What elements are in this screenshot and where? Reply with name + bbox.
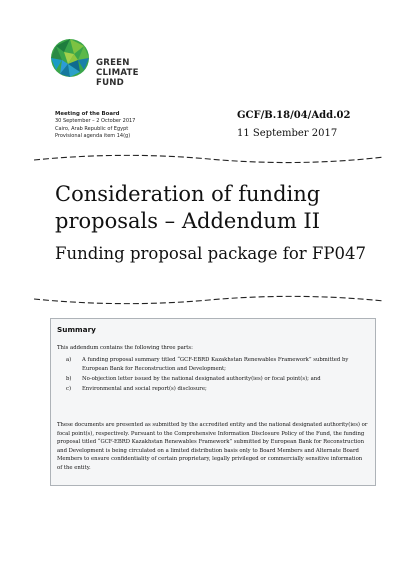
list-item-mark: b)	[66, 375, 72, 382]
document-symbol: GCF/B.18/04/Add.02	[237, 110, 351, 121]
logo-line-3: FUND	[96, 78, 124, 88]
list-item-text: Environmental and social report(s) disclosure;	[82, 385, 207, 392]
list-item	[57, 385, 369, 394]
meeting-heading: Meeting of the Board	[55, 111, 120, 117]
summary-intro: This addendum contains the following three parts:	[57, 345, 193, 351]
list-item	[57, 375, 369, 384]
list-item	[57, 356, 369, 373]
summary-heading: Summary	[57, 325, 96, 334]
meeting-dates: 30 September – 2 October 2017	[55, 118, 136, 125]
page-title: Consideration of funding proposals – Addendum II	[55, 182, 321, 233]
meeting-agenda: Provisional agenda item 14(g)	[55, 133, 131, 140]
logo-line-1: GREEN	[96, 58, 130, 68]
summary-box	[50, 318, 376, 486]
list-item-mark: a)	[66, 357, 72, 363]
logo-line-2: CLIMATE	[96, 68, 139, 78]
list-item-text: A funding proposal summary titled “GCF-EBRD Kazakhstan Renewables Framework” submitted by European Bank for Reconstruction and Development;	[82, 357, 349, 372]
summary-list	[57, 356, 369, 395]
wave-divider-top	[34, 152, 384, 166]
logo-wordmark	[96, 58, 139, 88]
list-item-mark: c)	[66, 385, 72, 392]
meeting-info	[55, 111, 135, 141]
page-subtitle: Funding proposal package for FP047	[55, 244, 366, 263]
summary-paragraph: These documents are presented as submitted by the accredited entity and the national designated authority(ies) or focal point(s), respectively. Pursuant to the Comprehensive Information Disclosure Policy of the Fund, the funding proposal titled “GCF-EBRD Kazakhstan Renewables Framework” submitted by European Bank for Reconstruction and Development is being circulated on a limited distribution basis only to Board Members and Alternate Board Members to ensure confidentiality of certain proprietary, legally privileged or commercially sensitive information of the entity.	[57, 422, 368, 471]
wave-divider-bottom	[34, 293, 384, 307]
document-date: 11 September 2017	[237, 128, 338, 139]
meeting-location: Cairo, Arab Republic of Egypt	[55, 125, 129, 132]
list-item-text: No-objection letter issued by the national designated authority(ies) or focal point(s); and	[82, 375, 321, 382]
gcf-globe-icon	[50, 38, 90, 78]
